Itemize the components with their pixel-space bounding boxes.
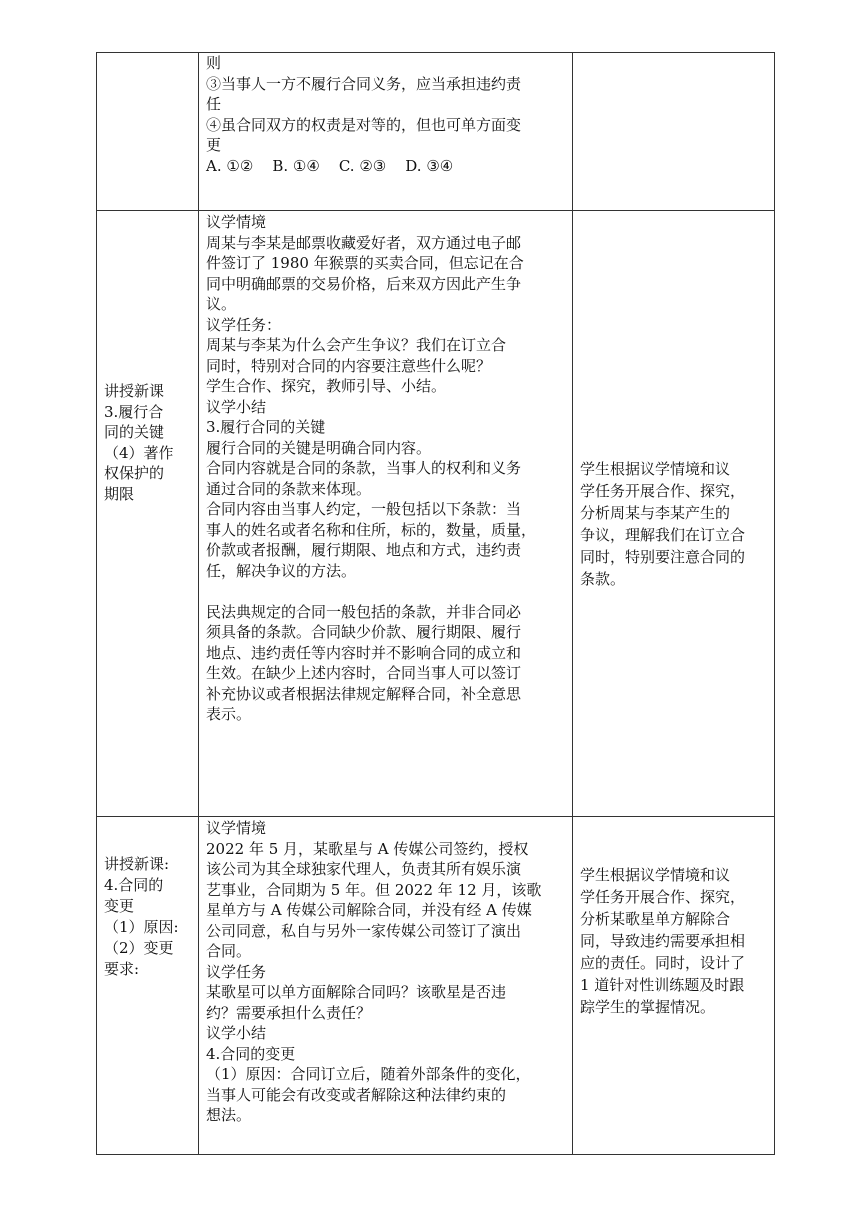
text-line: 讲授新课	[104, 382, 165, 400]
text-line: 要求:	[104, 960, 140, 978]
text-line: 4.合同的变更	[206, 1044, 296, 1063]
text-line: 讲授新课:	[104, 855, 170, 873]
text-line: 民法典规定的合同一般包括的条款，并非合同必	[206, 602, 522, 621]
text-line: 合同。	[206, 942, 252, 960]
text-line: 争议，理解我们在订立合	[580, 526, 746, 544]
text-line: 议。	[206, 295, 237, 313]
table-row	[97, 211, 775, 817]
text-line: 合同内容就是合同的条款，当事人的权利和义务	[206, 459, 522, 477]
row2-right-cell	[573, 211, 775, 817]
text-line: 则	[206, 54, 222, 72]
text-line: 该公司为其全球独家代理人，负责其所有娱乐演	[206, 860, 522, 878]
text-line: ④虽合同双方的权责是对等的，但也可单方面变	[206, 115, 522, 134]
row3-middle-text	[199, 817, 572, 1126]
blank-line	[206, 581, 566, 602]
lesson-plan-table	[96, 52, 775, 1155]
text-line: 地点、违约责任等内容时并不影响合同的成立和	[206, 643, 522, 662]
text-line: 周某与李某为什么会产生争议？我们在订立合	[206, 336, 507, 354]
text-line: 公司同意，私自与另外一家传媒公司签订了演出	[206, 921, 522, 940]
text-line: 任	[206, 95, 222, 113]
text-line: 通过合同的条款来体现。	[206, 479, 372, 498]
text-line: 同中明确邮票的交易价格，后来双方因此产生争	[206, 274, 522, 293]
text-line: 周某与李某是邮票收藏爱好者，双方通过电子邮	[206, 233, 522, 252]
table-row	[97, 817, 775, 1155]
row2-left-cell	[97, 211, 199, 817]
text-line: 学生根据议学情境和议	[580, 866, 731, 884]
text-line: 议学情境	[206, 213, 267, 231]
text-line: 变更	[104, 897, 135, 915]
text-line: 同的关键	[104, 423, 165, 441]
text-line: 合同内容由当事人约定，一般包括以下条款：当	[206, 500, 522, 518]
text-line: 星单方与 A 传媒公司解除合同，并没有经 A 传媒	[206, 901, 532, 919]
text-line: 2022 年 5 月，某歌星与 A 传媒公司签约，授权	[206, 839, 529, 858]
text-line: ③当事人一方不履行合同义务，应当承担违约责	[206, 74, 522, 93]
text-line: 须具备的条款。合同缺少价款、履行期限、履行	[206, 623, 522, 641]
text-line: 当事人可能会有改变或者解除这种法律约束的	[206, 1085, 507, 1104]
text-line: 生效。在缺少上述内容时，合同当事人可以签订	[206, 664, 522, 682]
text-line: 同时，特别要注意合同的	[580, 548, 746, 566]
text-line: 学生根据议学情境和议	[580, 460, 731, 478]
text-line: （2）变更	[104, 939, 174, 957]
text-line: 履行合同的关键是明确合同内容。	[206, 438, 432, 457]
row1-right-cell	[573, 53, 775, 211]
text-line: 同，导致违约需要承担相	[580, 932, 746, 950]
text-line: 事人的姓名或者名称和住所，标的，数量，质量，	[206, 520, 537, 539]
text-line: 学任务开展合作、探究，	[580, 482, 746, 500]
row1-middle-cell	[199, 53, 573, 211]
row1-middle-text	[199, 53, 572, 176]
text-line: 同时，特别对合同的内容要注意些什么呢？	[206, 356, 492, 375]
text-line: 学任务开展合作、探究，	[580, 888, 746, 906]
text-line: 3.履行合同的关键	[206, 418, 326, 436]
text-line: 更	[206, 136, 222, 154]
section-heading	[97, 211, 198, 504]
section-heading	[97, 817, 198, 980]
text-line: 踪学生的掌握情况。	[580, 998, 716, 1016]
text-line: 应的责任。同时，设计了	[580, 954, 746, 972]
text-line: 3.履行合	[104, 402, 164, 421]
text-line: 议学情境	[206, 819, 267, 837]
text-line: 某歌星可以单方面解除合同吗？该歌星是否违	[206, 983, 507, 1001]
row2-middle-text	[199, 211, 572, 725]
text-line: 议学任务	[206, 962, 267, 981]
row2-right-text	[573, 211, 774, 590]
row3-middle-cell	[199, 817, 573, 1155]
text-line: （1）原因:	[104, 918, 179, 936]
text-line: （4）著作	[104, 443, 174, 462]
text-line: 艺事业，合同期为 5 年。但 2022 年 12 月，该歌	[206, 880, 542, 899]
answer-options: A. ①② B. ①④ C. ②③ D. ③④	[206, 156, 454, 175]
text-line: 约？需要承担什么责任？	[206, 1003, 372, 1022]
text-line: 议学小结	[206, 397, 267, 416]
text-line: 1 道针对性训练题及时跟	[580, 976, 745, 994]
text-line: 权保护的	[104, 464, 165, 482]
text-line: 条款。	[580, 570, 626, 588]
text-line: 补充协议或者根据法律规定解释合同，补全意思	[206, 684, 522, 703]
text-line: 4.合同的	[104, 876, 164, 894]
table-row	[97, 53, 775, 211]
text-line: 任，解决争议的方法。	[206, 561, 357, 580]
text-line: 议学任务：	[206, 315, 282, 334]
text-line: （1）原因：合同订立后，随着外部条件的变化，	[206, 1065, 531, 1083]
text-line: 表示。	[206, 705, 252, 723]
text-line: 学生合作、探究，教师引导、小结。	[206, 377, 447, 395]
text-line: 分析周某与李某产生的	[580, 504, 731, 522]
text-line: 想法。	[206, 1106, 252, 1124]
row1-left-cell	[97, 53, 199, 211]
text-line: 件签订了 1980 年猴票的买卖合同，但忘记在合	[206, 254, 524, 272]
row3-right-text	[573, 817, 774, 1018]
text-line: 分析某歌星单方解除合	[580, 910, 731, 928]
text-line: 议学小结	[206, 1024, 267, 1042]
row2-middle-cell	[199, 211, 573, 817]
text-line: 价款或者报酬，履行期限、地点和方式，违约责	[206, 541, 522, 559]
row3-right-cell	[573, 817, 775, 1155]
row3-left-cell	[97, 817, 199, 1155]
text-line: 期限	[104, 484, 135, 503]
